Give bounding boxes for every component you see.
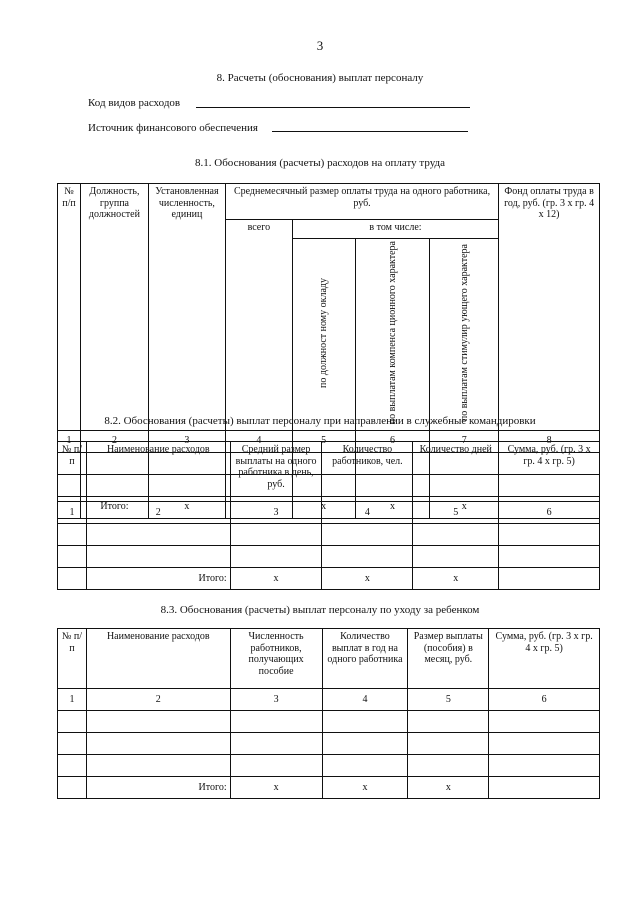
- col-number: 4: [225, 430, 292, 452]
- table-cell[interactable]: [86, 711, 230, 733]
- col-number: 6: [489, 689, 600, 711]
- col-number: 1: [58, 502, 87, 524]
- total-label: Итого:: [86, 568, 230, 590]
- table-cell[interactable]: [58, 733, 87, 755]
- page-title: 8. Расчеты (обоснования) выплат персоналу: [216, 72, 424, 84]
- table-cell[interactable]: [499, 546, 600, 568]
- section1-heading: 8.1. Обоснования (расчеты) расходов на оплату труда: [195, 157, 445, 169]
- table-row: [58, 711, 600, 733]
- table-cell[interactable]: [499, 524, 600, 546]
- x-mark: х: [322, 568, 413, 590]
- table-cell[interactable]: [489, 733, 600, 755]
- col-number: 3: [230, 502, 322, 524]
- table-cell[interactable]: [413, 524, 499, 546]
- total-label: Итого:: [80, 496, 148, 518]
- section2-heading: 8.2. Обоснования (расчеты) выплат персоналу при направлении в служебные командировки: [104, 415, 536, 427]
- col-number: 2: [86, 689, 230, 711]
- col-name-header: Наименование расходов: [86, 629, 230, 689]
- col-number: 6: [355, 430, 430, 452]
- col-number: 5: [413, 502, 499, 524]
- col-fund-header: Фонд оплаты труда в год, руб. (гр. 3 х гр. 4 х 12): [499, 184, 600, 431]
- col-avg-header: Среднемесячный размер оплаты труда на одного работника, руб.: [225, 184, 498, 220]
- table-cell: [58, 568, 87, 590]
- total-row: [58, 568, 600, 590]
- table-cell[interactable]: [86, 733, 230, 755]
- childcare-table: [57, 628, 600, 799]
- table-cell[interactable]: [408, 711, 489, 733]
- x-mark: х: [292, 496, 355, 518]
- table-cell[interactable]: [86, 755, 230, 777]
- col-size-header: Размер выплаты (пособия) в месяц, руб.: [408, 629, 489, 689]
- col-stimulating-header: по выплатам стимулир ующего характера: [430, 239, 499, 431]
- col-num-header: № п/п: [58, 629, 87, 689]
- col-salary-header: по должност ному окладу: [292, 239, 355, 431]
- col-number: 5: [292, 430, 355, 452]
- col-number: 8: [499, 430, 600, 452]
- column-numbers-row: [58, 502, 600, 524]
- table-cell[interactable]: [322, 711, 408, 733]
- col-number: 3: [148, 430, 225, 452]
- table-cell[interactable]: [230, 711, 322, 733]
- col-number: 4: [322, 502, 413, 524]
- table-cell[interactable]: [58, 755, 87, 777]
- col-workers-header: Количество работников, чел.: [322, 442, 413, 502]
- table-cell[interactable]: [499, 568, 600, 590]
- table-cell[interactable]: [58, 711, 87, 733]
- page-number: 3: [316, 38, 324, 53]
- col-payments-header: Количество выплат в год на одного работника: [322, 629, 408, 689]
- table-cell[interactable]: [230, 546, 322, 568]
- x-mark: х: [408, 777, 489, 799]
- table-cell[interactable]: [86, 546, 230, 568]
- col-number: 3: [230, 689, 322, 711]
- total-row: [58, 777, 600, 799]
- total-label: Итого:: [86, 777, 230, 799]
- col-name-header: Наименование расходов: [86, 442, 230, 502]
- col-count-header: Численность работников, получающих пособие: [230, 629, 322, 689]
- col-number: 5: [408, 689, 489, 711]
- table-row: [58, 546, 600, 568]
- table-row: [58, 733, 600, 755]
- table-cell[interactable]: [322, 755, 408, 777]
- col-sum-header: Сумма, руб. (гр. 3 х гр. 4 х гр. 5): [489, 629, 600, 689]
- col-days-header: Количество дней: [413, 442, 499, 502]
- table-cell[interactable]: [489, 755, 600, 777]
- table-cell[interactable]: [86, 524, 230, 546]
- x-mark: х: [355, 496, 430, 518]
- table-cell[interactable]: [322, 733, 408, 755]
- x-mark: х: [413, 568, 499, 590]
- table-cell[interactable]: [413, 546, 499, 568]
- col-sum-header: Сумма, руб. (гр. 3 х гр. 4 х гр. 5): [499, 442, 600, 502]
- table-cell[interactable]: [489, 777, 600, 799]
- funding-source-label: Источник финансового обеспечения: [88, 122, 258, 134]
- col-number: 1: [58, 689, 87, 711]
- section3-heading: 8.3. Обоснования (расчеты) выплат персоналу по уходу за ребенком: [160, 604, 480, 616]
- expense-code-line[interactable]: [196, 107, 470, 108]
- col-compensation-header: по выплатам компенса ционного характера: [355, 239, 430, 431]
- col-position-header: Должность, группа должностей: [80, 184, 148, 431]
- col-number: 7: [430, 430, 499, 452]
- table-cell[interactable]: [230, 755, 322, 777]
- col-number: 2: [80, 430, 148, 452]
- col-total-header: всего: [225, 220, 292, 431]
- col-number: 4: [322, 689, 408, 711]
- x-mark: х: [322, 777, 408, 799]
- table-cell[interactable]: [58, 546, 87, 568]
- table-cell[interactable]: [58, 524, 87, 546]
- table-cell[interactable]: [230, 524, 322, 546]
- x-mark: х: [230, 568, 322, 590]
- x-mark: х: [148, 496, 225, 518]
- table-cell[interactable]: [322, 524, 413, 546]
- funding-source-line[interactable]: [272, 131, 468, 132]
- travel-table: [57, 441, 600, 590]
- col-number: 2: [86, 502, 230, 524]
- col-including-header: в том числе:: [292, 220, 498, 239]
- column-numbers-row: [58, 689, 600, 711]
- expense-code-label: Код видов расходов: [88, 97, 181, 109]
- col-num-header: № п/п: [58, 442, 87, 502]
- table-cell[interactable]: [230, 733, 322, 755]
- table-cell[interactable]: [408, 733, 489, 755]
- table-cell[interactable]: [322, 546, 413, 568]
- table-cell: [58, 777, 87, 799]
- table-row: [58, 755, 600, 777]
- table-cell[interactable]: [408, 755, 489, 777]
- col-count-header: Установленная численность, единиц: [148, 184, 225, 431]
- col-num-header: № п/п: [58, 184, 81, 431]
- table-row: [58, 524, 600, 546]
- x-mark: х: [230, 777, 322, 799]
- table-cell[interactable]: [489, 711, 600, 733]
- col-avg-header: Средний размер выплаты на одного работника в день, руб.: [230, 442, 322, 502]
- x-mark: х: [430, 496, 499, 518]
- col-number: 6: [499, 502, 600, 524]
- col-number: 1: [58, 430, 81, 452]
